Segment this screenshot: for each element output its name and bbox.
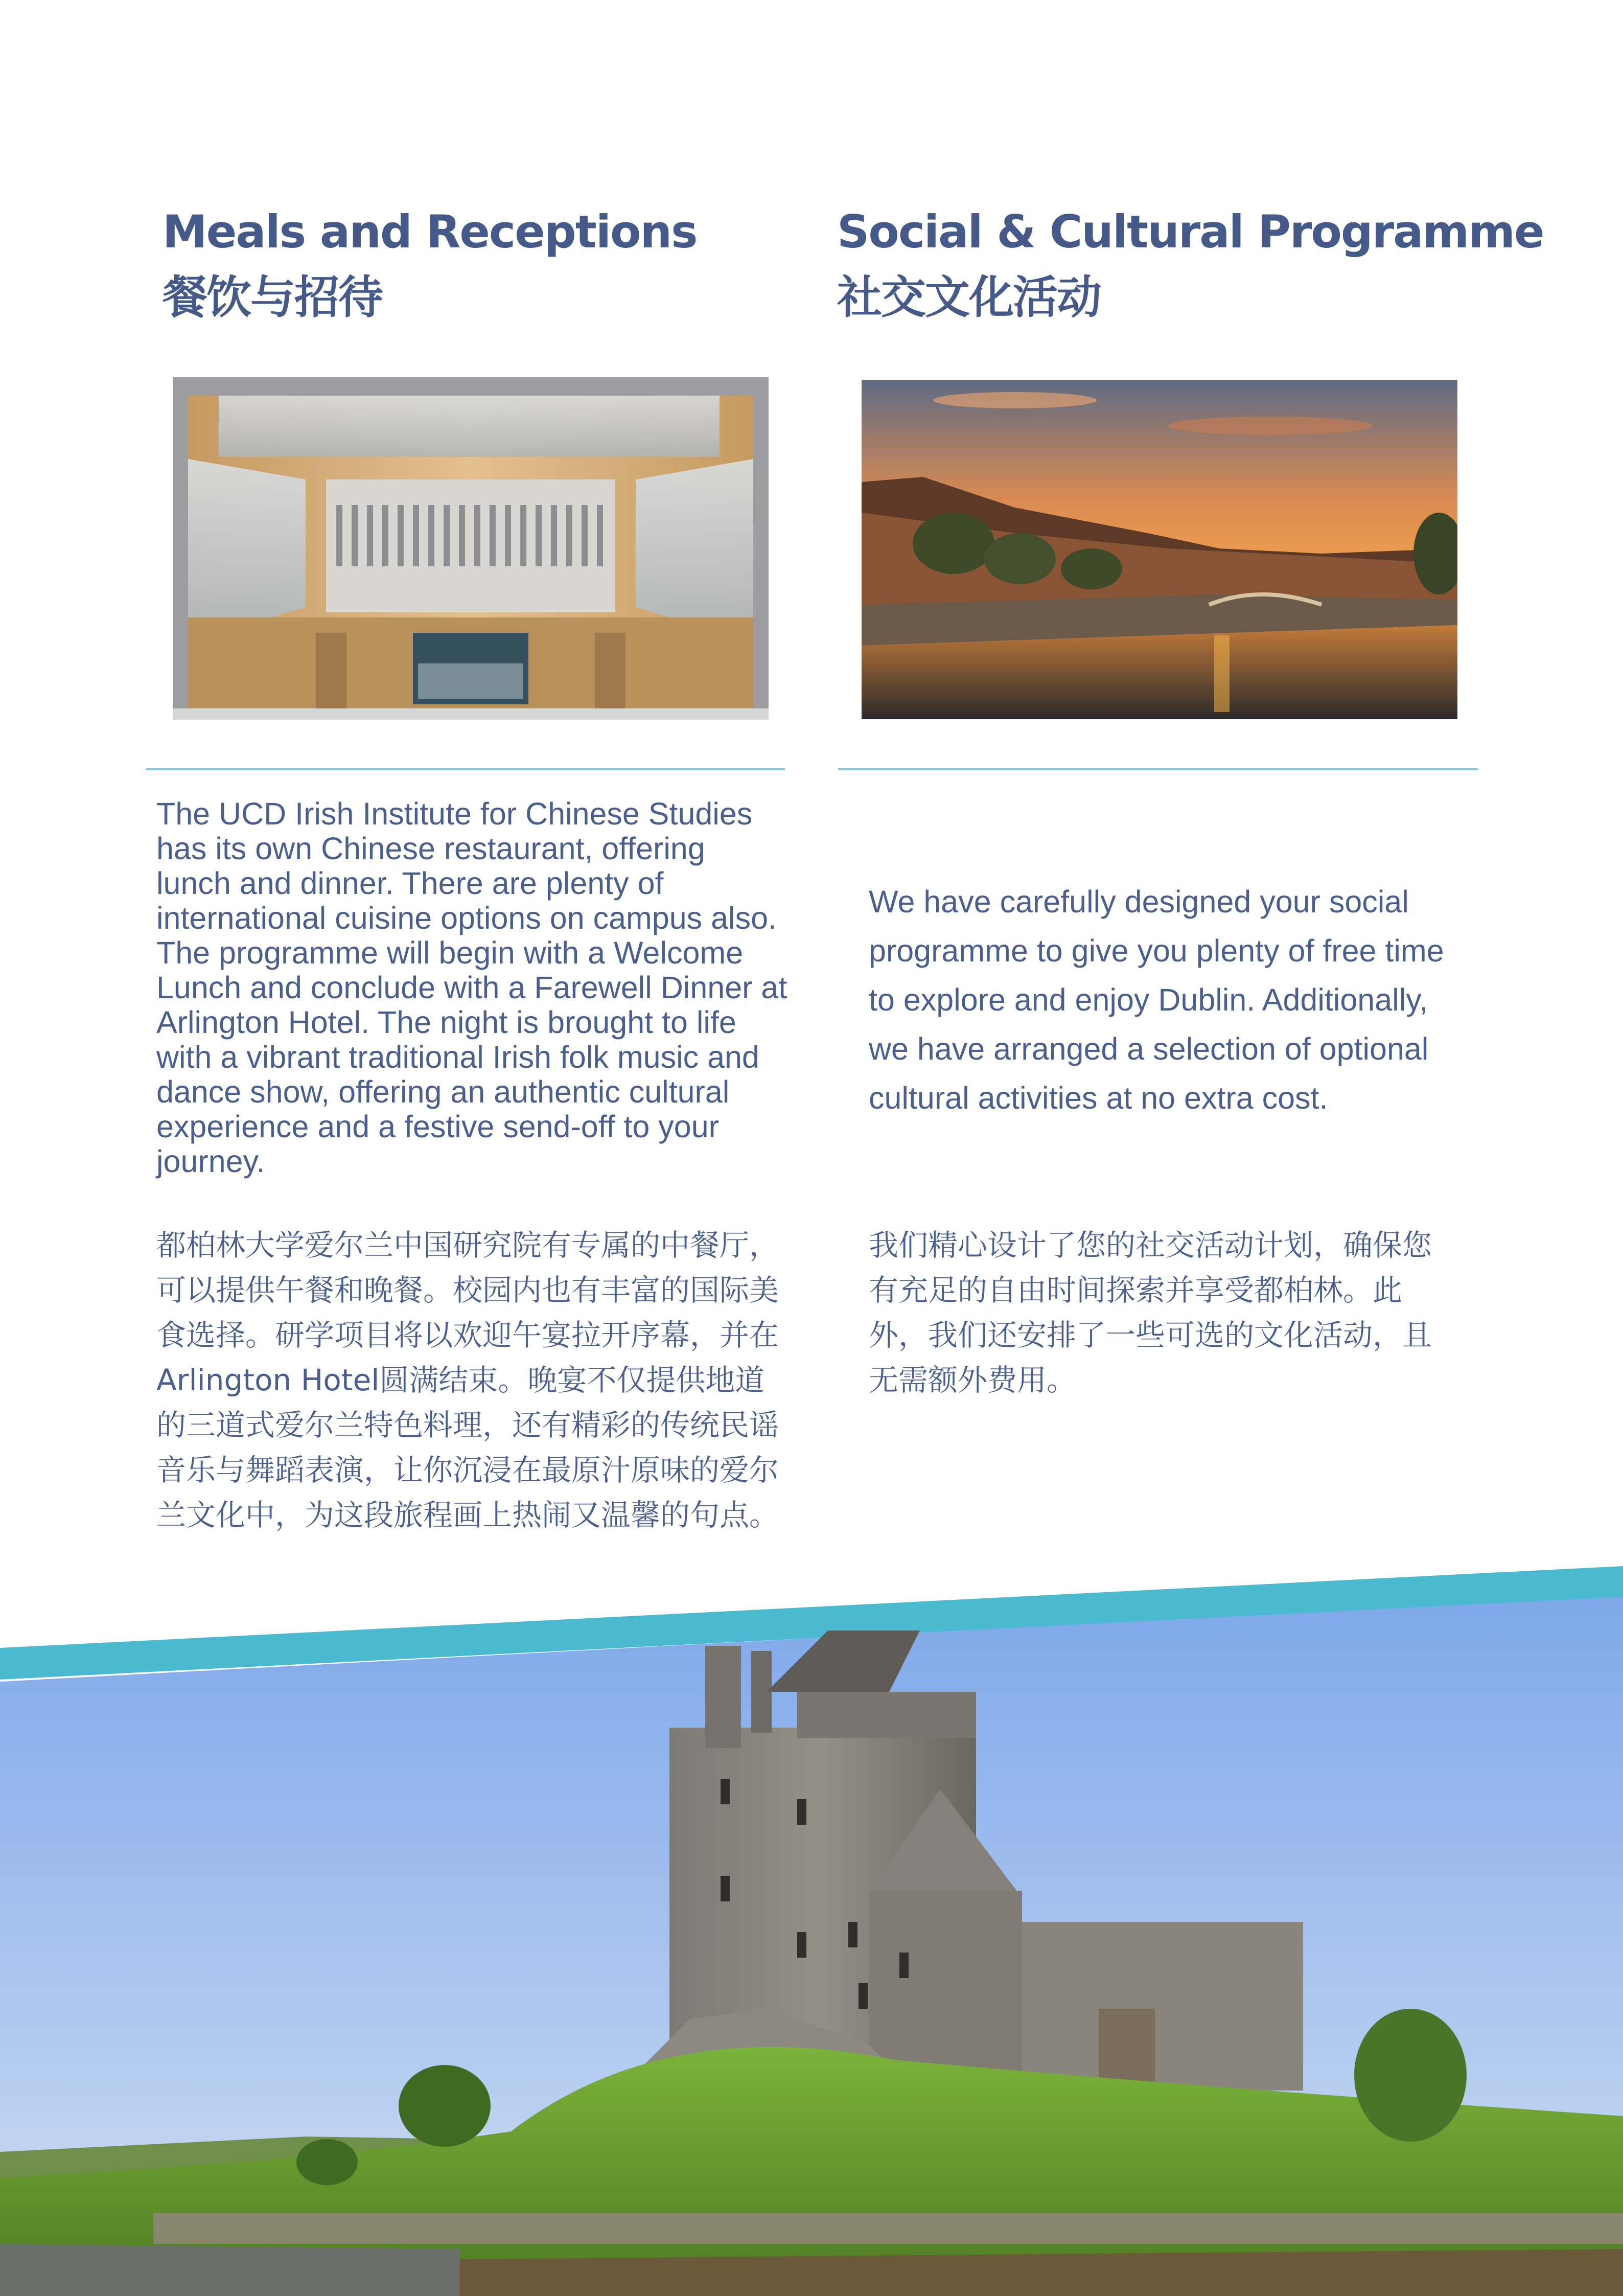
social-description-en: We have carefully designed your social programme to give you plenty of free time to explore and enjoy Dublin. Additionally, we have arranged a selection of optional cultural activities at no extra cost. bbox=[869, 884, 1444, 1115]
meals-description-en: The UCD Irish Institute for Chinese Studies has its own Chinese restaurant, offering lunch and dinner. There are plenty of international cuisine options on campus also. The programme will begin with a Welcome Lunch and conclude with a Farewell Dinner at Arlington Hotel. The night is brought to life with a vibrant traditional Irish folk music and dance show, offering an authentic cultural experience and a festive send-off to your journey. bbox=[156, 796, 787, 1179]
right-divider bbox=[838, 768, 1478, 770]
left-divider bbox=[146, 768, 785, 770]
meals-title-en: Meals and Receptions bbox=[163, 205, 697, 258]
social-title-cn: 社交文化活动 bbox=[837, 271, 1101, 324]
irish-castle-photo bbox=[0, 1533, 1623, 2296]
social-heading bbox=[837, 199, 1563, 330]
dublin-river-sunset-photo bbox=[862, 380, 1457, 719]
atrium-interior-photo bbox=[173, 377, 769, 720]
social-description-cn: 我们精心设计了您的社交活动计划，确保您有充足的自由时间探索并享受都柏林。此外，我们还安排了一些可选的文化活动，且无需额外费用。 bbox=[869, 1228, 1432, 1397]
meals-title-cn: 餐饮与招待 bbox=[163, 271, 383, 324]
meals-heading bbox=[163, 199, 776, 330]
meals-description-cn: 都柏林大学爱尔兰中国研究院有专属的中餐厅，可以提供午餐和晚餐。校园内也有丰富的国际美食选择。研学项目将以欢迎午宴拉开序幕，并在Arlington Hotel圆满结束。晚宴不仅提供地道的三道式爱尔兰特色料理，还有精彩的传统民谣音乐与舞蹈表演，让你沉浸在最原汁原味的爱尔兰文化中，为这段旅程画上热闹又温馨的句点。 bbox=[156, 1228, 779, 1532]
social-title-en: Social & Cultural Programme bbox=[837, 205, 1544, 258]
